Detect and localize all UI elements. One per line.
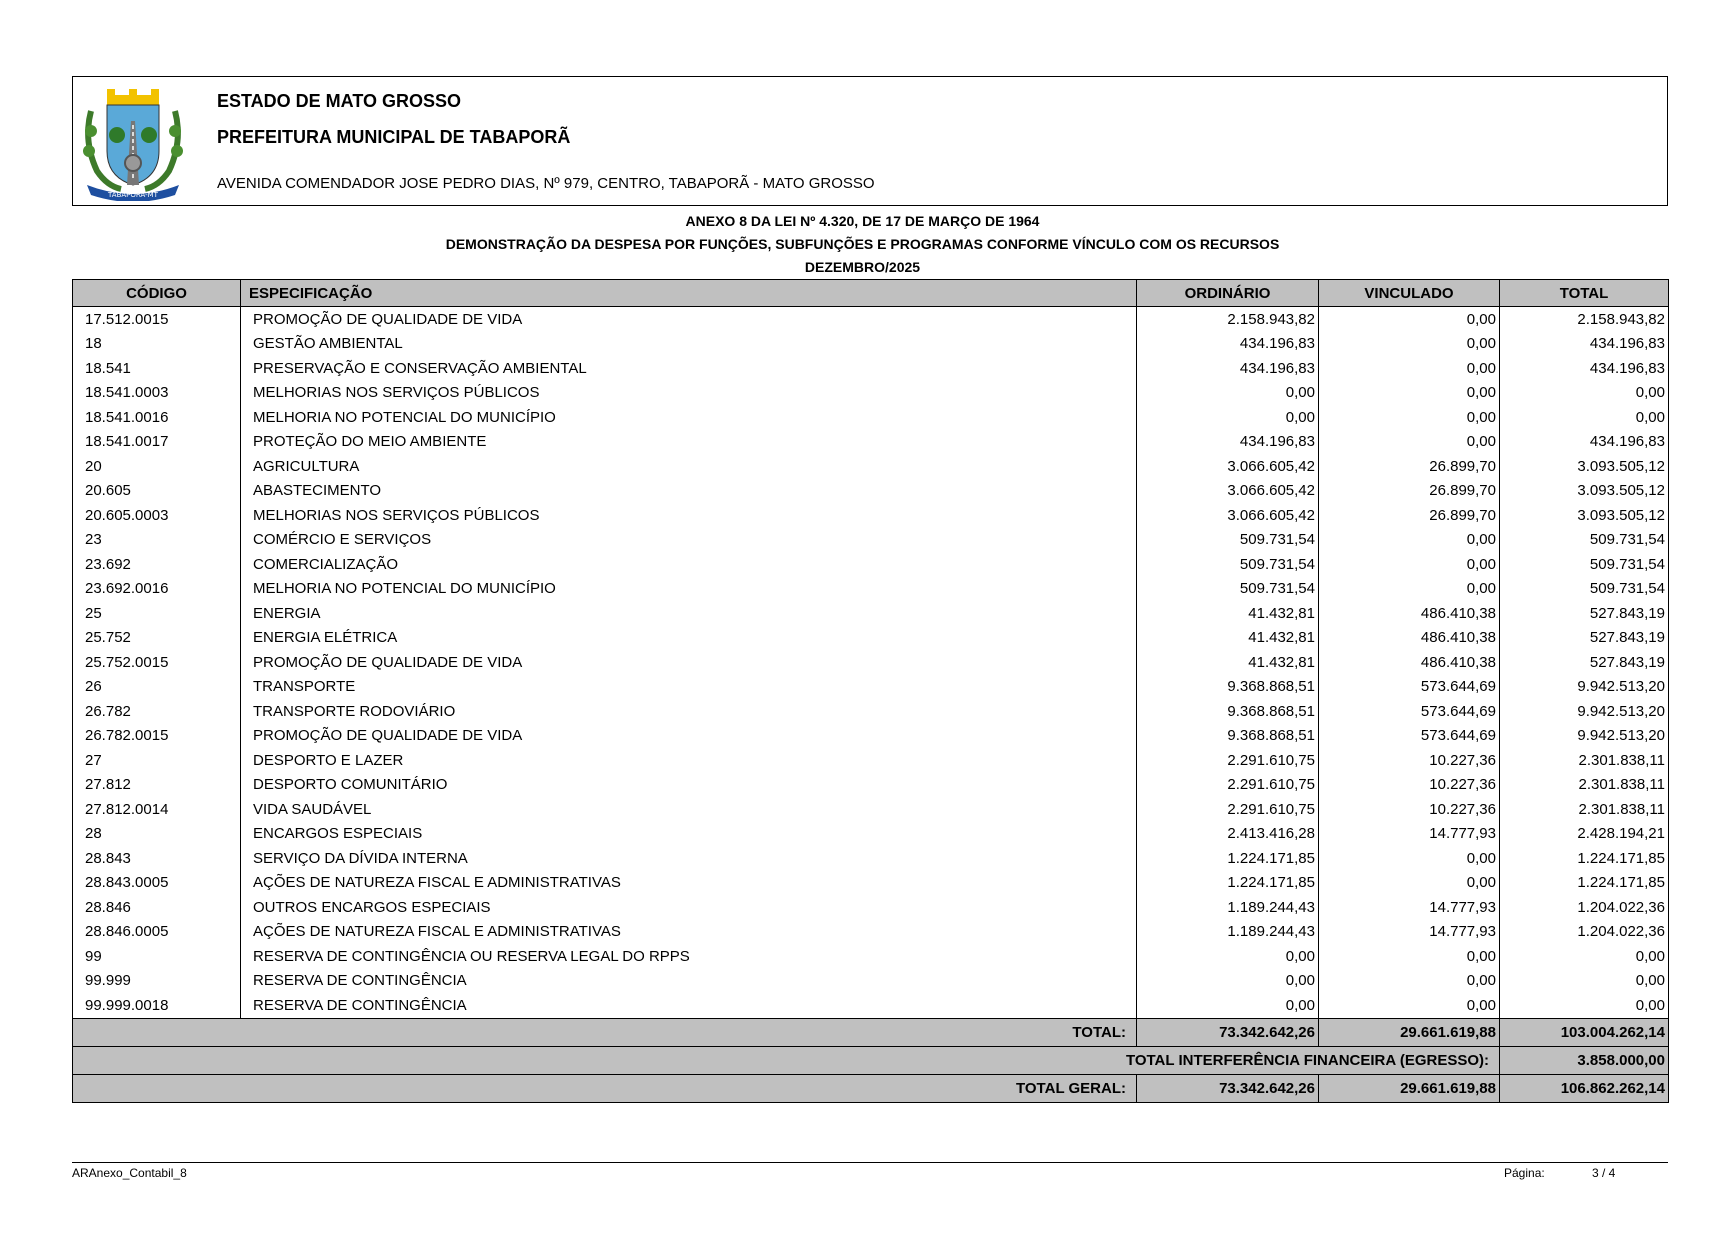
grand-total-row	[73, 1074, 1669, 1102]
cell-ordinario: 1.224.171,85	[1137, 871, 1319, 896]
expense-table	[72, 279, 1669, 1103]
cell-especificacao: GESTÃO AMBIENTAL	[241, 332, 1137, 357]
state-name: ESTADO DE MATO GROSSO	[217, 91, 462, 111]
cell-vinculado: 0,00	[1319, 307, 1500, 332]
cell-vinculado: 14.777,93	[1319, 895, 1500, 920]
cell-especificacao: TRANSPORTE RODOVIÁRIO	[241, 699, 1137, 724]
grand-total-vinculado: 29.661.619,88	[1319, 1074, 1500, 1102]
table-row	[73, 552, 1669, 577]
cell-codigo: 27	[73, 748, 241, 773]
cell-codigo: 25	[73, 601, 241, 626]
cell-especificacao: AÇÕES DE NATUREZA FISCAL E ADMINISTRATIVAS	[241, 920, 1137, 945]
interference-value: 3.858.000,00	[1500, 1046, 1669, 1074]
cell-ordinario: 434.196,83	[1137, 356, 1319, 381]
cell-vinculado: 573.644,69	[1319, 724, 1500, 749]
cell-ordinario: 0,00	[1137, 969, 1319, 994]
cell-ordinario: 41.432,81	[1137, 601, 1319, 626]
table-row	[73, 773, 1669, 798]
table-row	[73, 381, 1669, 406]
cell-especificacao: MELHORIAS NOS SERVIÇOS PÚBLICOS	[241, 503, 1137, 528]
cell-especificacao: PROMOÇÃO DE QUALIDADE DE VIDA	[241, 307, 1137, 332]
cell-ordinario: 9.368.868,51	[1137, 675, 1319, 700]
cell-especificacao: AGRICULTURA	[241, 454, 1137, 479]
cell-total: 2.428.194,21	[1500, 822, 1669, 847]
cell-total: 527.843,19	[1500, 650, 1669, 675]
cell-codigo: 18.541.0016	[73, 405, 241, 430]
cell-especificacao: ENCARGOS ESPECIAIS	[241, 822, 1137, 847]
table-row	[73, 479, 1669, 504]
cell-ordinario: 3.066.605,42	[1137, 454, 1319, 479]
cell-ordinario: 1.189.244,43	[1137, 920, 1319, 945]
table-header-row	[73, 280, 1669, 307]
cell-especificacao: OUTROS ENCARGOS ESPECIAIS	[241, 895, 1137, 920]
cell-ordinario: 434.196,83	[1137, 332, 1319, 357]
cell-vinculado: 10.227,36	[1319, 773, 1500, 798]
cell-ordinario: 509.731,54	[1137, 552, 1319, 577]
table-row	[73, 797, 1669, 822]
table-row	[73, 920, 1669, 945]
cell-total: 2.301.838,11	[1500, 748, 1669, 773]
cell-codigo: 28.846	[73, 895, 241, 920]
cell-codigo: 26.782	[73, 699, 241, 724]
cell-codigo: 99.999.0018	[73, 993, 241, 1018]
cell-especificacao: MELHORIA NO POTENCIAL DO MUNICÍPIO	[241, 405, 1137, 430]
cell-codigo: 27.812.0014	[73, 797, 241, 822]
report-title: ANEXO 8 DA LEI Nº 4.320, DE 17 DE MARÇO DE 1964	[685, 213, 1040, 229]
cell-ordinario: 2.291.610,75	[1137, 797, 1319, 822]
cell-vinculado: 486.410,38	[1319, 650, 1500, 675]
cell-especificacao: ABASTECIMENTO	[241, 479, 1137, 504]
svg-text:TABAPORÃ-MT: TABAPORÃ-MT	[108, 191, 158, 199]
cell-especificacao: RESERVA DE CONTINGÊNCIA	[241, 969, 1137, 994]
cell-vinculado: 0,00	[1319, 944, 1500, 969]
cell-especificacao: ENERGIA ELÉTRICA	[241, 626, 1137, 651]
cell-total: 434.196,83	[1500, 356, 1669, 381]
cell-total: 0,00	[1500, 993, 1669, 1018]
total-row	[73, 1018, 1669, 1046]
cell-total: 1.224.171,85	[1500, 871, 1669, 896]
table-row	[73, 822, 1669, 847]
cell-vinculado: 0,00	[1319, 381, 1500, 406]
cell-ordinario: 3.066.605,42	[1137, 503, 1319, 528]
cell-vinculado: 0,00	[1319, 332, 1500, 357]
cell-ordinario: 9.368.868,51	[1137, 699, 1319, 724]
cell-ordinario: 2.158.943,82	[1137, 307, 1319, 332]
cell-codigo: 99	[73, 944, 241, 969]
footer-divider	[72, 1162, 1668, 1163]
cell-codigo: 18.541.0017	[73, 430, 241, 455]
cell-ordinario: 9.368.868,51	[1137, 724, 1319, 749]
table-row	[73, 675, 1669, 700]
cell-codigo: 28.846.0005	[73, 920, 241, 945]
cell-codigo: 27.812	[73, 773, 241, 798]
cell-especificacao: DESPORTO E LAZER	[241, 748, 1137, 773]
table-row	[73, 430, 1669, 455]
interference-row	[73, 1046, 1669, 1074]
table-row	[73, 969, 1669, 994]
cell-total: 9.942.513,20	[1500, 724, 1669, 749]
cell-vinculado: 0,00	[1319, 993, 1500, 1018]
cell-especificacao: COMÉRCIO E SERVIÇOS	[241, 528, 1137, 553]
cell-total: 0,00	[1500, 969, 1669, 994]
cell-codigo: 18.541.0003	[73, 381, 241, 406]
cell-total: 0,00	[1500, 381, 1669, 406]
table-row	[73, 601, 1669, 626]
col-header-especificacao: ESPECIFICAÇÃO	[241, 280, 1137, 307]
table-row	[73, 993, 1669, 1018]
cell-ordinario: 0,00	[1137, 993, 1319, 1018]
cell-vinculado: 0,00	[1319, 430, 1500, 455]
cell-total: 434.196,83	[1500, 430, 1669, 455]
cell-codigo: 20.605.0003	[73, 503, 241, 528]
cell-codigo: 28.843.0005	[73, 871, 241, 896]
cell-especificacao: DESPORTO COMUNITÁRIO	[241, 773, 1137, 798]
cell-total: 1.224.171,85	[1500, 846, 1669, 871]
cell-total: 2.301.838,11	[1500, 797, 1669, 822]
cell-especificacao: PROTEÇÃO DO MEIO AMBIENTE	[241, 430, 1137, 455]
cell-especificacao: TRANSPORTE	[241, 675, 1137, 700]
cell-especificacao: PROMOÇÃO DE QUALIDADE DE VIDA	[241, 724, 1137, 749]
col-header-ordinario: ORDINÁRIO	[1137, 280, 1319, 307]
cell-codigo: 20	[73, 454, 241, 479]
cell-especificacao: MELHORIA NO POTENCIAL DO MUNICÍPIO	[241, 577, 1137, 602]
cell-especificacao: RESERVA DE CONTINGÊNCIA OU RESERVA LEGAL DO RPPS	[241, 944, 1137, 969]
cell-especificacao: VIDA SAUDÁVEL	[241, 797, 1137, 822]
report-period: DEZEMBRO/2025	[804, 259, 921, 275]
cell-total: 2.158.943,82	[1500, 307, 1669, 332]
cell-ordinario: 2.291.610,75	[1137, 748, 1319, 773]
cell-ordinario: 434.196,83	[1137, 430, 1319, 455]
cell-vinculado: 0,00	[1319, 577, 1500, 602]
table-row	[73, 528, 1669, 553]
table-row	[73, 724, 1669, 749]
cell-vinculado: 486.410,38	[1319, 601, 1500, 626]
cell-ordinario: 2.291.610,75	[1137, 773, 1319, 798]
cell-especificacao: ENERGIA	[241, 601, 1137, 626]
cell-ordinario: 41.432,81	[1137, 650, 1319, 675]
cell-vinculado: 26.899,70	[1319, 454, 1500, 479]
table-row	[73, 650, 1669, 675]
coat-of-arms-icon	[77, 81, 189, 201]
cell-vinculado: 0,00	[1319, 552, 1500, 577]
cell-ordinario: 509.731,54	[1137, 577, 1319, 602]
cell-total: 9.942.513,20	[1500, 699, 1669, 724]
cell-especificacao: PROMOÇÃO DE QUALIDADE DE VIDA	[241, 650, 1137, 675]
table-row	[73, 895, 1669, 920]
table-row	[73, 405, 1669, 430]
cell-especificacao: AÇÕES DE NATUREZA FISCAL E ADMINISTRATIVAS	[241, 871, 1137, 896]
cell-vinculado: 0,00	[1319, 846, 1500, 871]
report-subtitle: DEMONSTRAÇÃO DA DESPESA POR FUNÇÕES, SUBFUNÇÕES E PROGRAMAS CONFORME VÍNCULO COM OS RECURSOS	[445, 236, 1280, 252]
cell-ordinario: 0,00	[1137, 381, 1319, 406]
cell-codigo: 28	[73, 822, 241, 847]
cell-ordinario: 3.066.605,42	[1137, 479, 1319, 504]
cell-ordinario: 0,00	[1137, 944, 1319, 969]
cell-total: 3.093.505,12	[1500, 479, 1669, 504]
total-total: 103.004.262,14	[1500, 1018, 1669, 1046]
cell-total: 509.731,54	[1500, 528, 1669, 553]
address: AVENIDA COMENDADOR JOSE PEDRO DIAS, Nº 979, CENTRO, TABAPORÃ - MATO GROSSO	[217, 175, 875, 192]
prefecture-name: PREFEITURA MUNICIPAL DE TABAPORÃ	[217, 127, 571, 147]
total-vinculado: 29.661.619,88	[1319, 1018, 1500, 1046]
cell-vinculado: 10.227,36	[1319, 797, 1500, 822]
cell-vinculado: 26.899,70	[1319, 479, 1500, 504]
cell-vinculado: 0,00	[1319, 405, 1500, 430]
cell-vinculado: 0,00	[1319, 528, 1500, 553]
cell-especificacao: MELHORIAS NOS SERVIÇOS PÚBLICOS	[241, 381, 1137, 406]
cell-ordinario: 1.224.171,85	[1137, 846, 1319, 871]
cell-codigo: 99.999	[73, 969, 241, 994]
cell-vinculado: 10.227,36	[1319, 748, 1500, 773]
table-row	[73, 307, 1669, 332]
cell-total: 434.196,83	[1500, 332, 1669, 357]
cell-codigo: 25.752	[73, 626, 241, 651]
cell-codigo: 23.692.0016	[73, 577, 241, 602]
cell-ordinario: 1.189.244,43	[1137, 895, 1319, 920]
col-header-vinculado: VINCULADO	[1319, 280, 1500, 307]
header-box	[72, 76, 1668, 206]
report-id: ARAnexo_Contabil_8	[72, 1166, 187, 1180]
cell-total: 3.093.505,12	[1500, 454, 1669, 479]
page-number: 3 / 4	[1592, 1166, 1616, 1180]
cell-ordinario: 0,00	[1137, 405, 1319, 430]
cell-codigo: 20.605	[73, 479, 241, 504]
table-row	[73, 748, 1669, 773]
cell-especificacao: COMERCIALIZAÇÃO	[241, 552, 1137, 577]
cell-codigo: 25.752.0015	[73, 650, 241, 675]
total-label: TOTAL:	[73, 1018, 1137, 1046]
cell-ordinario: 2.413.416,28	[1137, 822, 1319, 847]
table-row	[73, 846, 1669, 871]
table-row	[73, 577, 1669, 602]
table-row	[73, 699, 1669, 724]
cell-especificacao: PRESERVAÇÃO E CONSERVAÇÃO AMBIENTAL	[241, 356, 1137, 381]
cell-total: 509.731,54	[1500, 577, 1669, 602]
cell-total: 0,00	[1500, 944, 1669, 969]
cell-ordinario: 509.731,54	[1137, 528, 1319, 553]
cell-vinculado: 0,00	[1319, 969, 1500, 994]
cell-total: 527.843,19	[1500, 601, 1669, 626]
col-header-total: TOTAL	[1500, 280, 1669, 307]
interference-label: TOTAL INTERFERÊNCIA FINANCEIRA (EGRESSO):	[73, 1046, 1500, 1074]
cell-total: 509.731,54	[1500, 552, 1669, 577]
total-ordinario: 73.342.642,26	[1137, 1018, 1319, 1046]
cell-total: 9.942.513,20	[1500, 675, 1669, 700]
cell-codigo: 23	[73, 528, 241, 553]
table-row	[73, 503, 1669, 528]
table-row	[73, 871, 1669, 896]
table-row	[73, 944, 1669, 969]
col-header-codigo: CÓDIGO	[73, 280, 241, 307]
cell-vinculado: 14.777,93	[1319, 920, 1500, 945]
cell-total: 0,00	[1500, 405, 1669, 430]
cell-codigo: 18	[73, 332, 241, 357]
cell-ordinario: 41.432,81	[1137, 626, 1319, 651]
cell-codigo: 17.512.0015	[73, 307, 241, 332]
cell-total: 527.843,19	[1500, 626, 1669, 651]
cell-codigo: 26	[73, 675, 241, 700]
table-row	[73, 356, 1669, 381]
cell-especificacao: RESERVA DE CONTINGÊNCIA	[241, 993, 1137, 1018]
cell-total: 1.204.022,36	[1500, 920, 1669, 945]
grand-total-ordinario: 73.342.642,26	[1137, 1074, 1319, 1102]
cell-vinculado: 14.777,93	[1319, 822, 1500, 847]
cell-vinculado: 573.644,69	[1319, 675, 1500, 700]
cell-vinculado: 486.410,38	[1319, 626, 1500, 651]
cell-vinculado: 26.899,70	[1319, 503, 1500, 528]
table-row	[73, 332, 1669, 357]
page-label: Página:	[1504, 1166, 1545, 1180]
table-row	[73, 454, 1669, 479]
cell-codigo: 23.692	[73, 552, 241, 577]
cell-codigo: 28.843	[73, 846, 241, 871]
cell-codigo: 26.782.0015	[73, 724, 241, 749]
cell-codigo: 18.541	[73, 356, 241, 381]
cell-vinculado: 573.644,69	[1319, 699, 1500, 724]
table-row	[73, 626, 1669, 651]
cell-total: 1.204.022,36	[1500, 895, 1669, 920]
cell-vinculado: 0,00	[1319, 356, 1500, 381]
cell-vinculado: 0,00	[1319, 871, 1500, 896]
grand-total-label: TOTAL GERAL:	[73, 1074, 1137, 1102]
grand-total-total: 106.862.262,14	[1500, 1074, 1669, 1102]
cell-especificacao: SERVIÇO DA DÍVIDA INTERNA	[241, 846, 1137, 871]
cell-total: 2.301.838,11	[1500, 773, 1669, 798]
cell-total: 3.093.505,12	[1500, 503, 1669, 528]
